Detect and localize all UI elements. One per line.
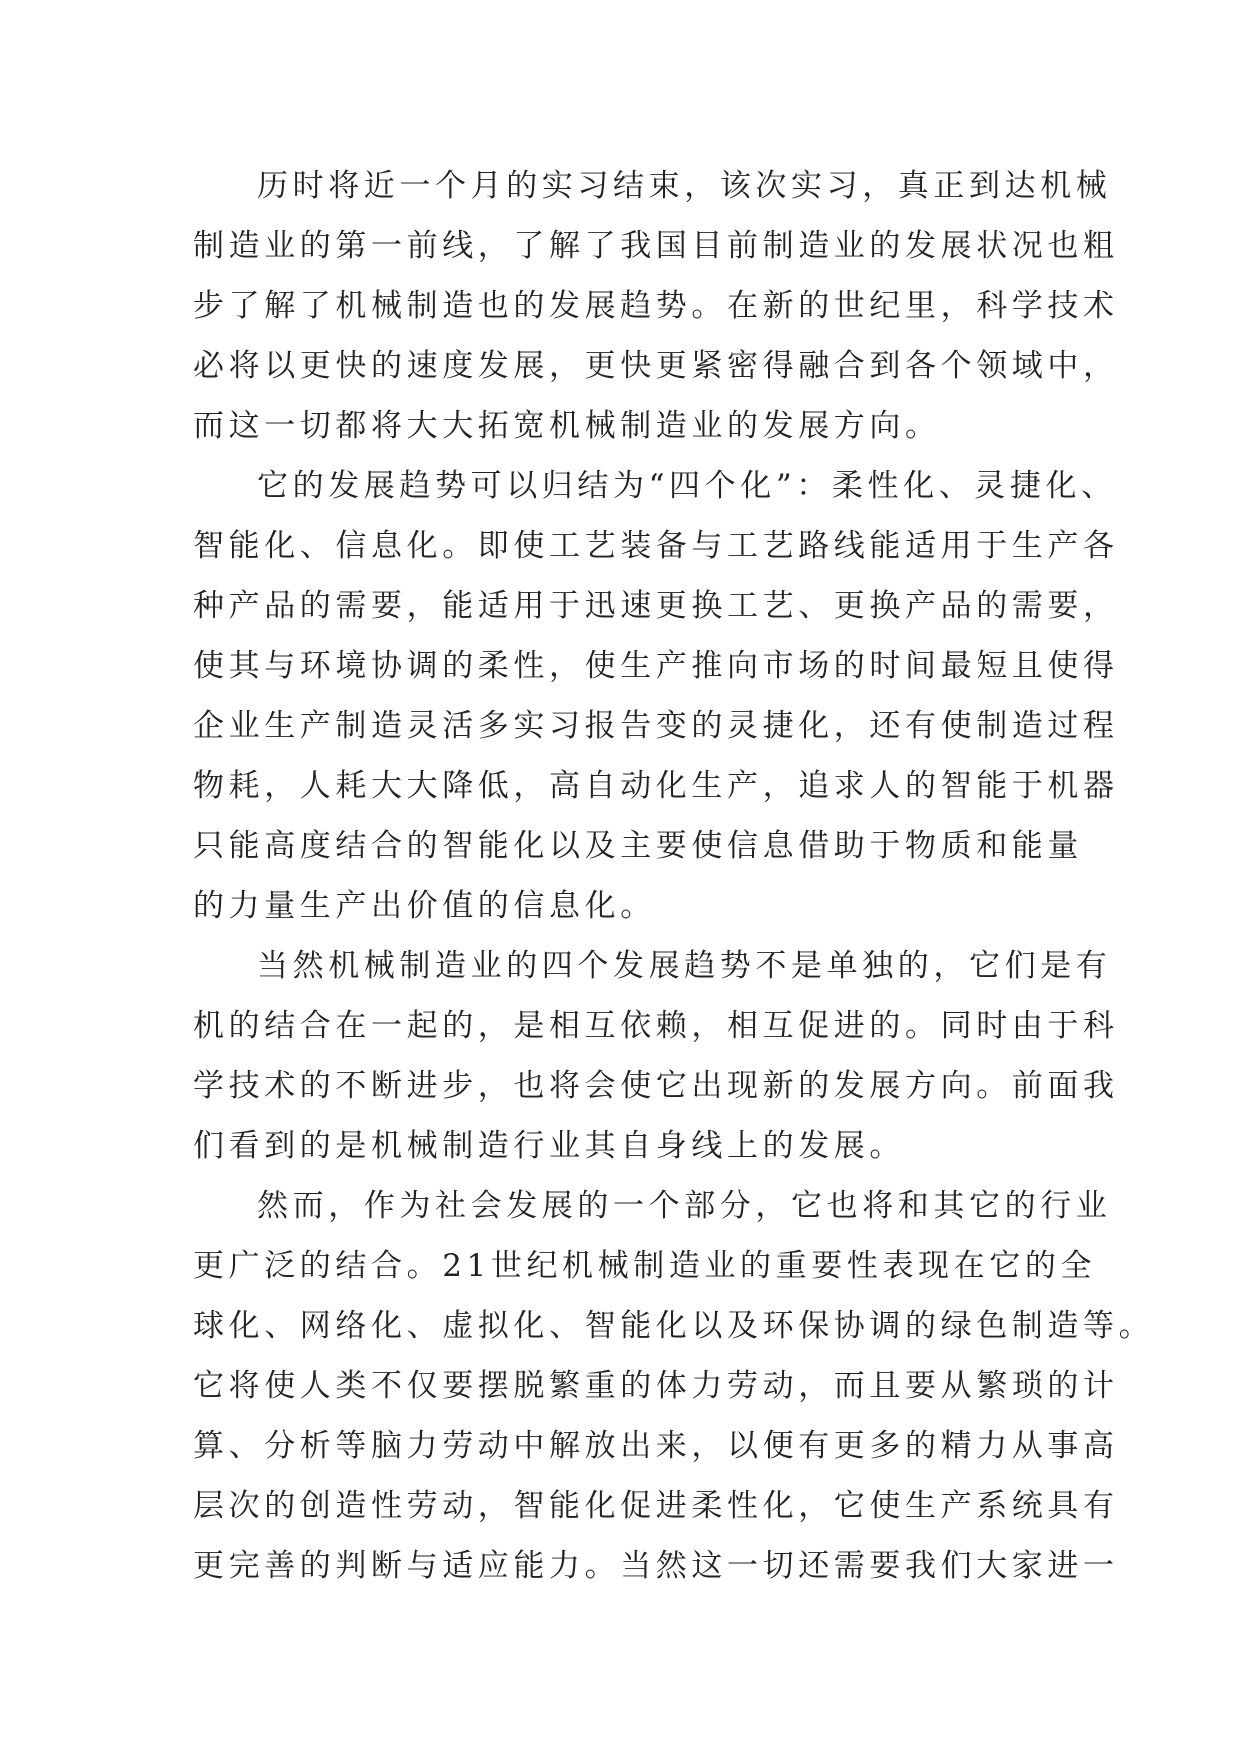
paragraph-line: 只能高度结合的智能化以及主要使信息借助于物质和能量 bbox=[193, 828, 1083, 864]
paragraph-line: 制造业的第一前线，了解了我国目前制造业的发展状况也粗 bbox=[193, 228, 1119, 264]
paragraph-line: 算、分析等脑力劳动中解放出来，以便有更多的精力从事高 bbox=[193, 1428, 1119, 1464]
paragraph-line: 当然机械制造业的四个发展趋势不是单独的，它们是有 bbox=[257, 948, 1112, 984]
paragraph-line: 球化、网络化、虚拟化、智能化以及环保协调的绿色制造等。 bbox=[193, 1308, 1155, 1344]
paragraph-line: 更广泛的结合。21世纪机械制造业的重要性表现在它的全 bbox=[193, 1248, 1097, 1284]
paragraph-line: 智能化、信息化。即使工艺装备与工艺路线能适用于生产各 bbox=[193, 528, 1119, 564]
paragraph-line: 们看到的是机械制造行业其自身线上的发展。 bbox=[193, 1128, 905, 1164]
paragraph-line: 物耗，人耗大大降低，高自动化生产，追求人的智能于机器 bbox=[193, 768, 1119, 804]
paragraph-line: 层次的创造性劳动，智能化促进柔性化，它使生产系统具有 bbox=[193, 1488, 1119, 1524]
paragraph-1 bbox=[193, 156, 1119, 456]
paragraph-3 bbox=[193, 936, 1119, 1176]
paragraph-line: 企业生产制造灵活多实习报告变的灵捷化，还有使制造过程 bbox=[193, 708, 1119, 744]
paragraph-line: 而这一切都将大大拓宽机械制造业的发展方向。 bbox=[193, 408, 941, 444]
paragraph-2 bbox=[193, 456, 1119, 936]
paragraph-line: 种产品的需要，能适用于迅速更换工艺、更换产品的需要， bbox=[193, 588, 1119, 624]
paragraph-line: 机的结合在一起的，是相互依赖，相互促进的。同时由于科 bbox=[193, 1008, 1119, 1044]
paragraph-line: 它的发展趋势可以归结为“四个化”：柔性化、灵捷化、 bbox=[257, 468, 1117, 504]
paragraph-line: 然而，作为社会发展的一个部分，它也将和其它的行业 bbox=[257, 1188, 1112, 1224]
paragraph-line: 步了解了机械制造也的发展趋势。在新的世纪里，科学技术 bbox=[193, 288, 1119, 324]
paragraph-line: 的力量生产出价值的信息化。 bbox=[193, 888, 656, 924]
paragraph-line: 学技术的不断进步，也将会使它出现新的发展方向。前面我 bbox=[193, 1068, 1119, 1104]
paragraph-line: 必将以更快的速度发展，更快更紧密得融合到各个领域中， bbox=[193, 348, 1119, 384]
paragraph-line: 使其与环境协调的柔性，使生产推向市场的时间最短且使得 bbox=[193, 648, 1119, 684]
paragraph-line: 历时将近一个月的实习结束，该次实习，真正到达机械 bbox=[257, 168, 1112, 204]
paragraph-line: 更完善的判断与适应能力。当然这一切还需要我们大家进一 bbox=[193, 1548, 1119, 1584]
paragraph-4 bbox=[193, 1176, 1155, 1596]
document-body bbox=[193, 156, 1155, 1596]
paragraph-line: 它将使人类不仅要摆脱繁重的体力劳动，而且要从繁琐的计 bbox=[193, 1368, 1119, 1404]
